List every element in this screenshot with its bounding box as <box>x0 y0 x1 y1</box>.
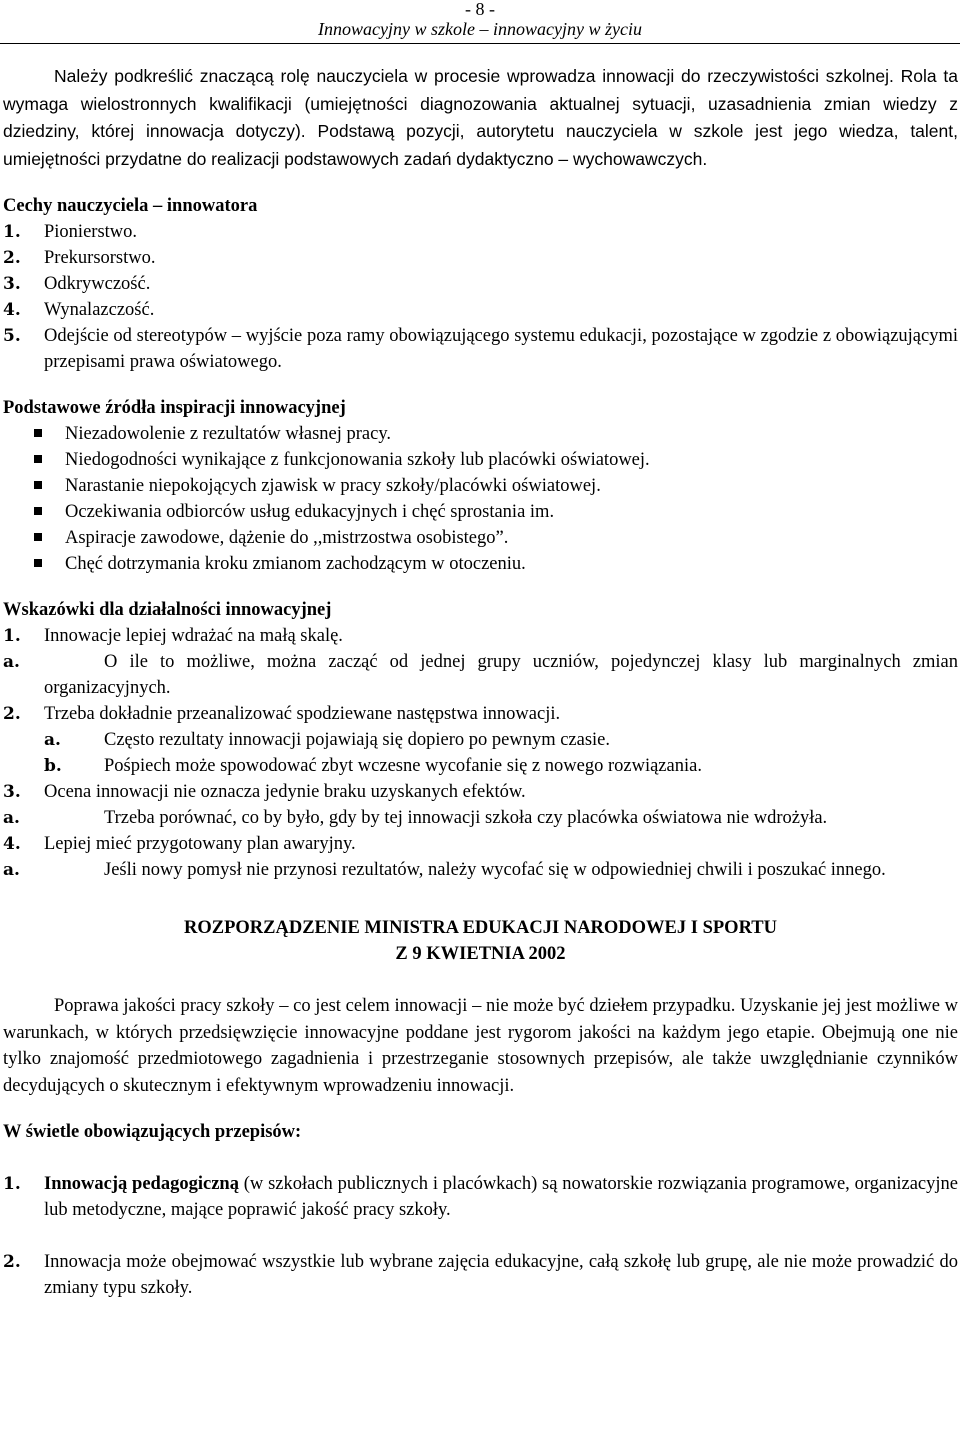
list-item-text: Często rezultaty innowacji pojawiają się dopiero po pewnym czasie. <box>104 730 611 750</box>
list-subitem <box>3 649 958 701</box>
traits-list <box>3 219 958 375</box>
list-item-text: O ile to możliwe, można zacząć od jednej grupy uczniów, pojedynczej klasy lub marginalnych zmian organizacyjnych. <box>44 652 958 698</box>
list-subitem <box>3 805 958 831</box>
list-marker: a. <box>3 808 20 828</box>
square-bullet-icon <box>34 481 42 489</box>
bullet-item <box>3 447 958 473</box>
sources-list <box>3 421 958 577</box>
square-bullet-icon <box>34 507 42 515</box>
list-item <box>3 219 958 245</box>
square-bullet-icon <box>34 429 42 437</box>
list-marker: a. <box>3 652 20 672</box>
bullet-item-text: Oczekiwania odbiorców usług edukacyjnych i chęć sprostania im. <box>65 502 555 522</box>
list-marker: 3. <box>3 782 21 802</box>
bullet-item-text: Narastanie niepokojących zjawisk w pracy szkoły/placówki oświatowej. <box>65 476 601 496</box>
rule-item-2 <box>3 1249 958 1301</box>
list-item <box>3 779 958 805</box>
list-item-text: Odejście od stereotypów – wyjście poza ramy obowiązującego systemu edukacji, pozostające w zgodzie z obowiązującymi przepisami prawa oświatowego. <box>44 326 958 372</box>
list-item-text: Pionierstwo. <box>44 222 138 242</box>
bullet-item <box>3 473 958 499</box>
list-marker: 2. <box>3 704 21 724</box>
list-item <box>3 323 958 375</box>
list-item <box>3 245 958 271</box>
regulation-title-line-1: ROZPORZĄDZENIE MINISTRA EDUKACJI NARODOWEJ I SPORTU <box>184 918 777 938</box>
regulation-title <box>3 915 958 967</box>
list-item <box>3 623 958 649</box>
list-item-text: Pośpiech może spowodować zbyt wczesne wycofanie się z nowego rozwiązania. <box>104 756 702 776</box>
sources-heading: Podstawowe źródła inspiracji innowacyjnej <box>3 398 346 418</box>
list-marker: 4. <box>3 834 21 854</box>
regulation-paragraph: Poprawa jakości pracy szkoły – co jest celem innowacji – nie może być dziełem przypadku. Uzyskanie jej jest możliwe w warunkach, w których przedsięwzięcie innowacyjne poddane jest rygorom jakości na każdym jego etapie. Obejmują one nie tylko znajomość przedmiotowego zagadnienia i przestrzeganie stosownych przepisów, ale także uwzględnianie czynników decydujących o skutecznym i efektywnym wprowadzeniu innowacji. <box>3 996 958 1096</box>
list-item-text: Innowacje lepiej wdrażać na małą skalę. <box>44 626 343 646</box>
square-bullet-icon <box>34 533 42 541</box>
list-marker: 1. <box>3 222 21 242</box>
bullet-item-text: Niedogodności wynikające z funkcjonowania szkoły lub placówki oświatowej. <box>65 450 650 470</box>
list-item <box>3 701 958 727</box>
list-item <box>3 297 958 323</box>
intro-text-sans: Należy podkreślić znaczącą rolę nauczyciela w procesie wprowadza innowacji do rzeczywistości szkolnej. Rola ta wymaga wielostronnych kwalifikacji (umiejętności diagnozowania aktualnej sytuacji, uzasadnienia zmian wiedzy z dziedziny, której innowacja dotyczy). <box>3 66 958 141</box>
list-subitem <box>3 857 958 883</box>
list-marker: b. <box>44 756 62 776</box>
list-marker: a. <box>3 860 20 880</box>
list-item-text: Prekursorstwo. <box>44 248 156 268</box>
rule-item-text: Innowacja może obejmować wszystkie lub wybrane zajęcia edukacyjne, całą szkołę lub grupę, ale nie może prowadzić do zmiany typu szkoły. <box>44 1252 958 1298</box>
rule-item-1 <box>3 1171 958 1223</box>
square-bullet-icon <box>34 455 42 463</box>
regulation-title-line-2: Z 9 KWIETNIA 2002 <box>395 944 566 964</box>
rule-item-text: (w szkołach publicznych i placówkach) są nowatorskie rozwiązania programowe, organizacyjne lub metodyczne, mające poprawić jakość pracy szkoły. <box>44 1174 958 1220</box>
header-divider <box>0 43 960 44</box>
bullet-item-text: Chęć dotrzymania kroku zmianom zachodzącym w otoczeniu. <box>65 554 526 574</box>
running-title: Innowacyjny w szkole – innowacyjny w życiu <box>318 19 642 39</box>
intro-text-sans-2: Podstawą pozycji, autorytetu nauczyciela w szkole jest jego wiedza, talent, umiejętności przydatne do realizacji podstawowych zadań dydaktyczno – wychowawczych. <box>3 121 958 169</box>
bullet-item <box>3 525 958 551</box>
bullet-item <box>3 551 958 577</box>
list-marker: 1. <box>3 1174 21 1194</box>
list-subitem <box>3 727 958 753</box>
list-marker: 1. <box>3 626 21 646</box>
page-body <box>3 63 958 1301</box>
list-marker: 2. <box>3 248 21 268</box>
list-item-text: Wynalazczość. <box>44 300 155 320</box>
list-marker: a. <box>44 730 61 750</box>
list-item-text: Ocena innowacji nie oznacza jedynie braku uzyskanych efektów. <box>44 782 526 802</box>
guidelines-heading: Wskazówki dla działalności innowacyjnej <box>3 600 332 620</box>
list-item-text: Trzeba porównać, co by było, gdy by tej innowacji szkoła czy placówka oświatowa nie wdrożyła. <box>104 808 828 828</box>
bullet-item <box>3 421 958 447</box>
guidelines-list <box>3 623 958 883</box>
list-marker: 2. <box>3 1252 21 1272</box>
bullet-item-text: Aspiracje zawodowe, dążenie do ,,mistrzostwa osobistego”. <box>65 528 509 548</box>
list-item <box>3 271 958 297</box>
list-item-text: Jeśli nowy pomysł nie przynosi rezultatów, należy wycofać się w odpowiedniej chwili i poszukać innego. <box>104 860 886 880</box>
list-marker: 5. <box>3 326 21 346</box>
bullet-item <box>3 499 958 525</box>
list-item <box>3 831 958 857</box>
list-item-text: Lepiej mieć przygotowany plan awaryjny. <box>44 834 356 854</box>
list-subitem <box>3 753 958 779</box>
traits-heading: Cechy nauczyciela – innowatora <box>3 196 258 216</box>
square-bullet-icon <box>34 559 42 567</box>
list-marker: 4. <box>3 300 21 320</box>
bullet-item-text: Niezadowolenie z rezultatów własnej pracy. <box>65 424 391 444</box>
intro-paragraph <box>3 63 958 173</box>
rules-heading: W świetle obowiązujących przepisów: <box>3 1122 302 1142</box>
list-marker: 3. <box>3 274 21 294</box>
page-number: - 8 - <box>465 0 495 19</box>
list-item-text: Odkrywczość. <box>44 274 151 294</box>
list-item-text: Trzeba dokładnie przeanalizować spodziewane następstwa innowacji. <box>44 704 561 724</box>
rule-term: Innowacją pedagogiczną <box>44 1174 239 1194</box>
